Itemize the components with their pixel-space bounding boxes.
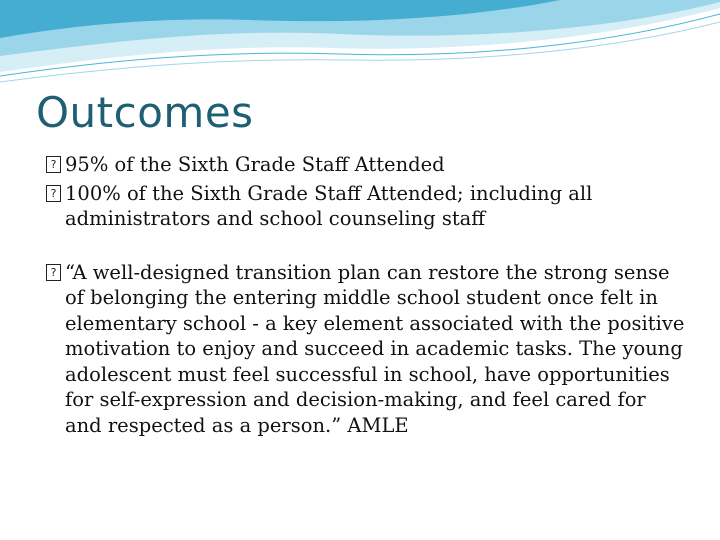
bullet-list [46,152,686,438]
list-item [46,152,686,178]
missing-glyph-bullet-icon: ? [46,156,61,173]
list-item-text: “A well-designed transition plan can restore the strong sense of belonging the entering middle school student once felt in elementary school - a key element associated with the positive motivation to enjoy and succeed in academic tasks. The young adolescent must feel successful in school, have opportunities for self-expression and decision-making, and feel cared for and respected as a person.” AMLE [65,260,685,437]
list-item-text: 95% of the Sixth Grade Staff Attended [65,153,445,176]
slide-title: Outcomes [36,88,254,137]
list-item [46,181,686,232]
list-item [46,260,686,439]
missing-glyph-bullet-icon: ? [46,185,61,202]
header-wave-decoration [0,0,720,90]
list-item-text: 100% of the Sixth Grade Staff Attended; including all administrators and school counseling staff [65,181,593,230]
missing-glyph-bullet-icon: ? [46,264,61,281]
